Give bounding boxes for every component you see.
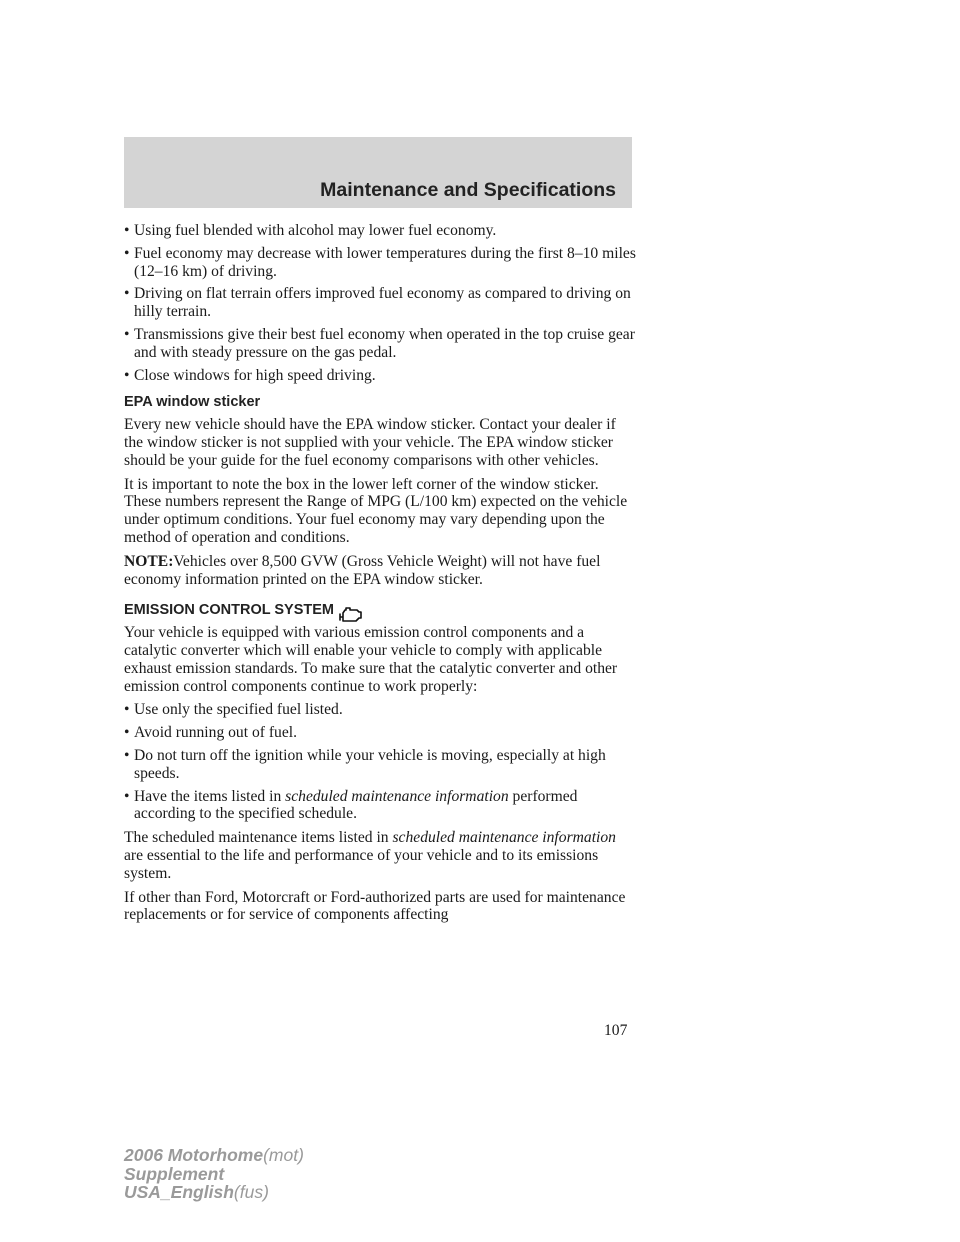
list-item: • Using fuel blended with alcohol may lower fuel economy. (124, 222, 497, 239)
emission-heading-text: EMISSION CONTROL SYSTEM (124, 602, 335, 619)
parts-paragraph: If other than Ford, Motorcraft or Ford-authorized parts are used for maintenance replacements or for service of components affecting (124, 888, 626, 924)
page-content (124, 222, 636, 930)
emission-heading (124, 602, 636, 620)
list-item: • Avoid running out of fuel. (124, 724, 297, 742)
note-label: NOTE: (124, 552, 174, 570)
section-title: Maintenance and Specifications (320, 179, 616, 201)
epa-heading: EPA window sticker (124, 394, 261, 411)
footer-line: USA_English(fus) (124, 1182, 269, 1202)
italic-reference: scheduled maintenance information (392, 829, 616, 847)
scheduled-maintenance-paragraph: The scheduled maintenance items listed in scheduled maintenance information are essential to the life and performance of your vehicle and to its emissions system. (124, 829, 616, 882)
italic-reference: scheduled maintenance information (285, 787, 509, 805)
bullet-icon: • (124, 746, 130, 764)
epa-paragraph: It is important to note the box in the lower left corner of the window sticker. These numbers represent the Range of MPG (L/100 km) expected on the vehicle under optimum conditions. Your fuel economy may vary depending upon the method of operation and conditions. (124, 475, 628, 546)
bullet-icon: • (124, 787, 130, 805)
bullet-icon: • (124, 222, 130, 239)
epa-paragraph: Every new vehicle should have the EPA window sticker. Contact your dealer if the window sticker is not supplied with your vehicle. The EPA window sticker should be your guide for the fuel economy comparisons with other vehicles. (124, 416, 616, 469)
list-item: • Use only the specified fuel listed. (124, 701, 343, 719)
bullet-icon: • (124, 325, 130, 343)
emission-intro: Your vehicle is equipped with various emission control components and a catalytic converter which will enable your vehicle to comply with applicable exhaust emission standards. To make sure that the catalytic converter and other emission control components continue to work properly: (124, 624, 618, 695)
page-number: 107 (604, 1022, 628, 1039)
note-text: Vehicles over 8,500 GVW (Gross Vehicle Weight) will not have fuel economy information printed on the EPA window sticker. (124, 552, 601, 588)
note-paragraph (124, 553, 636, 589)
list-item: • Transmissions give their best fuel economy when operated in the top cruise gear and with steady pressure on the gas pedal. (124, 325, 635, 361)
list-item: • Fuel economy may decrease with lower temperatures during the first 8–10 miles (12–16 km) of driving. (124, 244, 636, 280)
bullet-icon: • (124, 244, 130, 262)
footer-line: 2006 Motorhome(mot) (124, 1145, 304, 1165)
bullet-icon: • (124, 285, 130, 303)
footer (124, 1146, 304, 1202)
list-item: • Have the items listed in scheduled maintenance information performed according to the specified schedule. (124, 787, 578, 823)
bullet-icon: • (124, 701, 130, 719)
footer-line: Supplement (124, 1163, 225, 1184)
list-item: • Do not turn off the ignition while your vehicle is moving, especially at high speeds. (124, 746, 606, 782)
engine-icon (336, 606, 364, 624)
emission-list (124, 701, 636, 823)
bullet-icon: • (124, 724, 130, 742)
bullet-icon: • (124, 366, 130, 384)
list-item: • Close windows for high speed driving. (124, 366, 376, 384)
header-band (124, 137, 632, 208)
list-item: • Driving on flat terrain offers improved fuel economy as compared to driving on hilly terrain. (124, 285, 631, 321)
fuel-economy-list (124, 222, 636, 384)
